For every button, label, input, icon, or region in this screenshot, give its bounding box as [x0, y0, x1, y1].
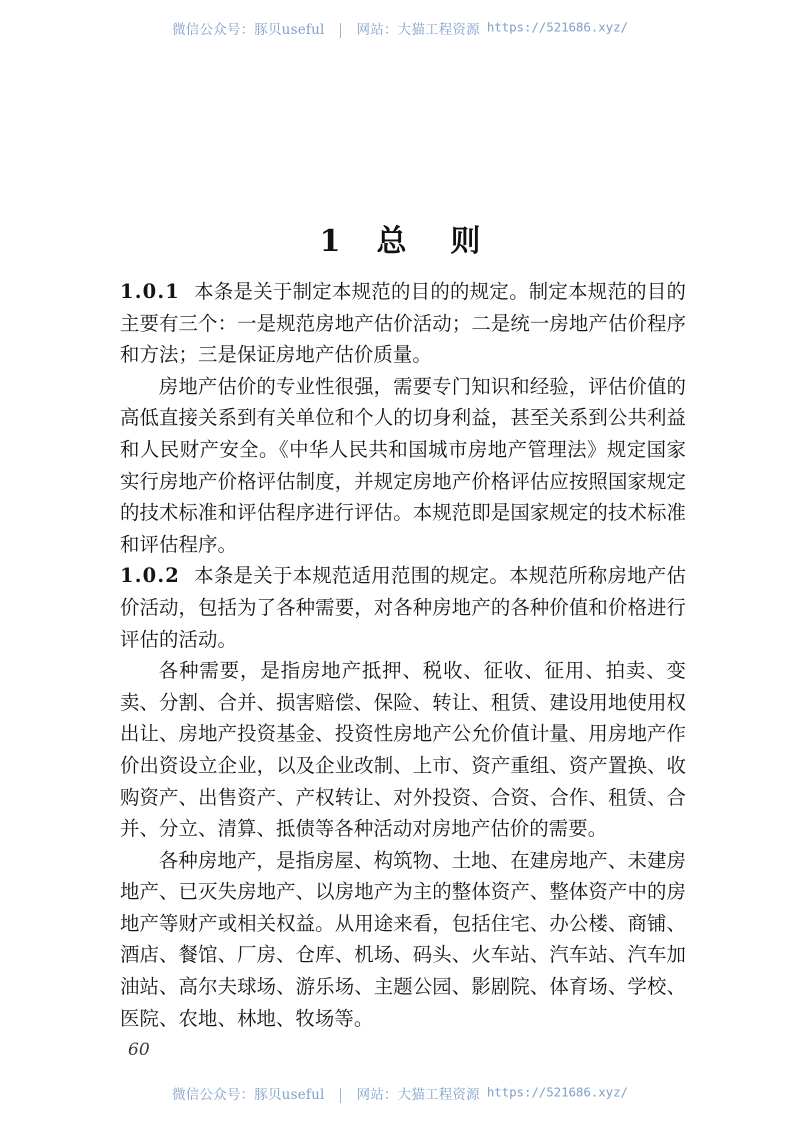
clause-number: 1.0.2: [120, 564, 180, 588]
clause-number: 1.0.1: [120, 280, 180, 303]
watermark-wechat-account: 豚贝useful: [254, 1087, 325, 1103]
watermark-separator: [340, 1088, 341, 1103]
watermark-site-label: 网站：: [356, 1087, 398, 1103]
watermark-wechat-label: 微信公众号：: [172, 22, 255, 38]
body-text-column: [120, 276, 686, 1034]
watermark-site-name: 大猫工程资源: [397, 1087, 480, 1103]
watermark-wechat-label: 微信公众号：: [172, 1087, 255, 1103]
body-paragraph: 各种房地产，是指房屋、构筑物、土地、在建房地产、未建房地产、已灭失房地产、以房地产为主的整体资产、整体资产中的房地产等财产或相关权益。从用途来看，包括住宅、办公楼、商铺、酒店、餐馆、厂房、仓库、机场、码头、火车站、汽车站、汽车加油站、高尔夫球场、游乐场、主题公园、影剧院、体育场、学校、医院、农地、林地、牧场等。: [120, 848, 686, 1030]
watermark-site-label: 网站：: [356, 22, 398, 38]
page-number: 60: [128, 1040, 150, 1060]
body-paragraph: 房地产估价的专业性很强，需要专门知识和经验，评估价值的高低直接关系到有关单位和个人的切身利益，甚至关系到公共利益和人民财产安全。《中华人民共和国城市房地产管理法》规定国家实行房地产价格评估制度，并规定房地产价格评估应按照国家规定的技术标准和评估程序进行评估。本规范即是国家规定的技术标准和评估程序。: [120, 374, 686, 556]
clause-paragraph: [120, 276, 686, 371]
watermark-site-name: 大猫工程资源: [397, 22, 480, 38]
body-paragraph: 各种需要，是指房地产抵押、税收、征收、征用、拍卖、变卖、分割、合并、损害赔偿、保险、转让、租赁、建设用地使用权出让、房地产投资基金、投资性房地产公允价值计量、用房地产作价出资设立企业，以及企业改制、上市、资产重组、资产置换、收购资产、出售资产、产权转让、对外投资、合资、合作、租赁、合并、分立、清算、抵债等各种活动对房地产估价的需要。: [120, 659, 686, 841]
clause-paragraph: [120, 560, 686, 655]
footer-watermark: [0, 1083, 800, 1103]
header-watermark: [0, 18, 800, 38]
chapter-number: 1: [319, 224, 341, 260]
watermark-url: https://521686.xyz/: [486, 19, 628, 35]
chapter-heading: [0, 216, 800, 260]
clause-text: 本条是关于制定本规范的目的的规定。制定本规范的目的主要有三个：一是规范房地产估价活动；二是统一房地产估价程序和方法；三是保证房地产估价质量。: [120, 280, 686, 367]
watermark-url: https://521686.xyz/: [486, 1084, 628, 1100]
chapter-name: 总则: [376, 224, 525, 260]
clause-text: 本条是关于本规范适用范围的规定。本规范所称房地产估价活动，包括为了各种需要，对各种房地产的各种价值和价格进行评估的活动。: [120, 564, 686, 651]
watermark-wechat-account: 豚贝useful: [254, 22, 325, 38]
watermark-separator: [340, 23, 341, 38]
